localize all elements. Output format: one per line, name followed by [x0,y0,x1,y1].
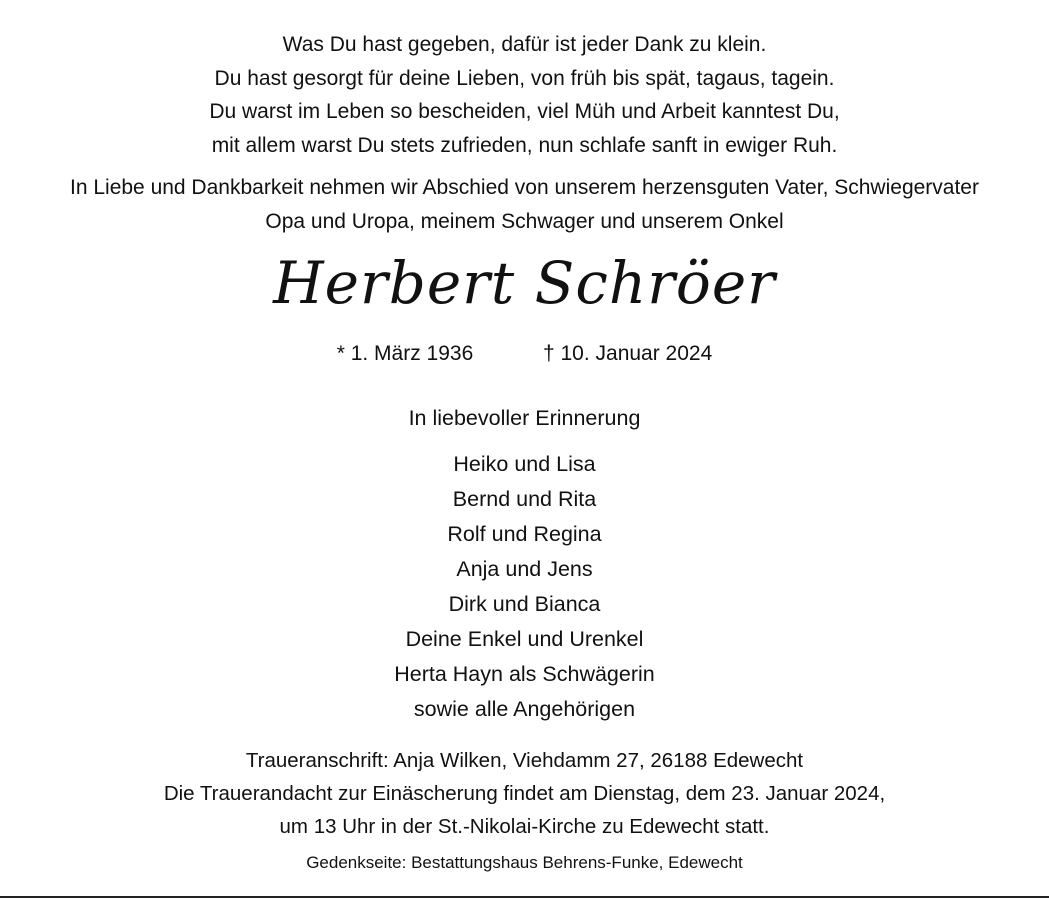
mourner-entry: sowie alle Angehörigen [413,697,636,721]
mourner-entry: Bernd und Rita [452,487,597,511]
memorial-page-note: Gedenkseite: Bestattungshaus Behrens-Funke, Edewecht [306,853,743,872]
mourner-entry: Dirk und Bianca [448,592,601,616]
poem-line: Du warst im Leben so bescheiden, viel Müh und Arbeit kanntest Du, [209,100,840,123]
mourner-entry: Herta Hayn als Schwägerin [394,662,655,686]
farewell-line: Opa und Uropa, meinem Schwager und unserem Onkel [265,210,784,233]
funeral-info [0,744,1049,843]
poem-line: mit allem warst Du stets zufrieden, nun schlafe sanft in ewiger Ruh. [211,133,838,157]
deceased-name: Herbert Schröer [273,249,776,317]
life-dates [0,337,1049,371]
memory-heading: In liebevoller Erinnerung [408,406,641,430]
service-details: Die Trauerandacht zur Einäscherung findet am Dienstag, dem 23. Januar 2024, [163,782,886,805]
death-date: † 10. Januar 2024 [542,342,713,365]
mourner-entry: Deine Enkel und Urenkel [405,627,644,651]
mourner-entry: Rolf und Regina [447,522,602,546]
farewell-text [0,171,1049,239]
mourner-entry: Heiko und Lisa [453,452,596,476]
poem-line: Du hast gesorgt für deine Lieben, von früh bis spät, tagaus, tagein. [214,66,835,90]
mourner-entry: Anja und Jens [456,557,593,581]
poem [0,28,1049,162]
mourners-list [0,447,1049,727]
mourning-address: Traueranschrift: Anja Wilken, Viehdamm 27, 26188 Edewecht [245,749,804,772]
poem-line: Was Du hast gegeben, dafür ist jeder Dank zu klein. [282,33,767,56]
birth-date: * 1. März 1936 [336,342,474,365]
farewell-line: In Liebe und Dankbarkeit nehmen wir Abschied von unserem herzensguten Vater, Schwiegervater [70,176,979,199]
service-details: um 13 Uhr in der St.-Nikolai-Kirche zu Edewecht statt. [279,815,770,838]
bottom-border [0,896,1049,898]
